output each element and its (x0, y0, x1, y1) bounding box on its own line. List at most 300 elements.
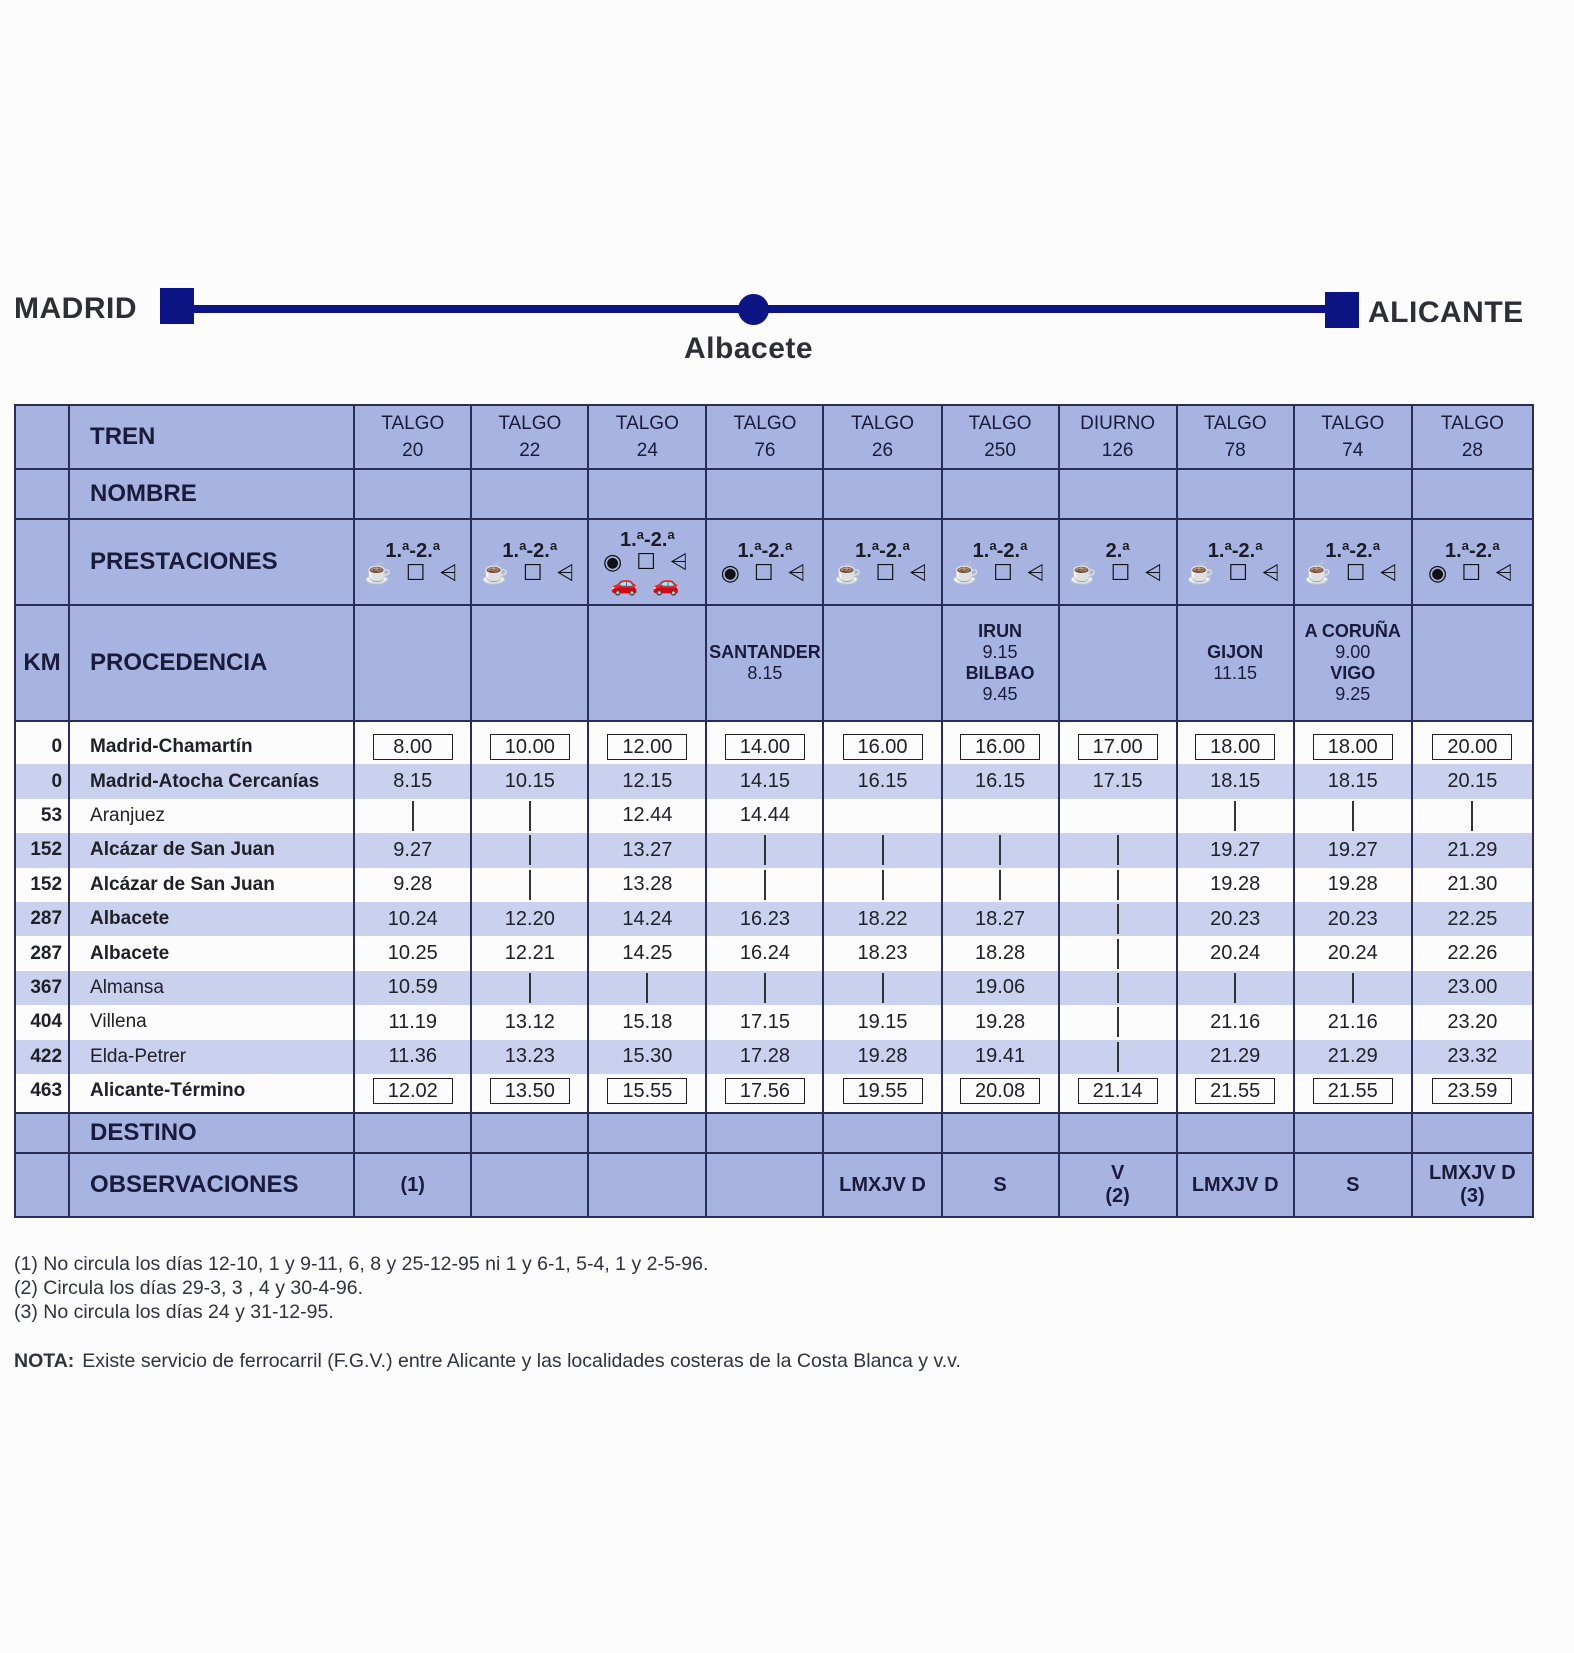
origin-cell (1177, 605, 1294, 721)
time-cell (1059, 1074, 1177, 1113)
destination-city: ALICANTE (1368, 296, 1524, 329)
pass-through-mark (1117, 939, 1119, 969)
km-value: 404 (15, 1005, 69, 1039)
service-icons: ☕ ☐ ⩤ (481, 560, 579, 585)
origin-terminal-marker (160, 288, 194, 324)
time-cell (823, 799, 941, 833)
origin-cell (471, 605, 588, 721)
time-cell (471, 971, 588, 1005)
class-label: 1.ª-2.ª (737, 540, 793, 562)
time-cell (1294, 799, 1412, 833)
boxed-time: 13.50 (490, 1078, 570, 1104)
time-cell: 19.27 (1177, 833, 1294, 867)
origin-city: A CORUÑA (1304, 621, 1401, 641)
train-name-cell (1177, 469, 1294, 519)
train-name-cell (942, 469, 1059, 519)
time-cell: 19.28 (942, 1005, 1059, 1039)
time-cell: 18.15 (1294, 764, 1412, 798)
time-cell (823, 868, 941, 902)
boxed-time: 17.00 (1078, 734, 1158, 760)
row-nombre-label: NOMBRE (69, 469, 354, 519)
origin-cell (942, 605, 1059, 721)
station-name: Albacete (69, 936, 354, 970)
class-label: 2.ª (1105, 540, 1130, 562)
time-cell (1059, 1040, 1177, 1074)
time-cell: 16.24 (706, 936, 823, 970)
nota-label: NOTA: (14, 1350, 75, 1372)
station-row (15, 833, 1533, 867)
row-prestaciones-label: PRESTACIONES (69, 519, 354, 605)
train-type: TALGO (498, 413, 562, 434)
time-cell: 21.29 (1412, 833, 1533, 867)
boxed-time: 19.55 (843, 1078, 923, 1104)
boxed-time: 17.56 (725, 1078, 805, 1104)
row-prestaciones (15, 519, 1533, 605)
train-number: 24 (636, 440, 658, 461)
train-number: 78 (1224, 440, 1246, 461)
row-procedencia (15, 605, 1533, 721)
time-cell (823, 971, 941, 1005)
service-icons: ☕ ☐ ⩤ (1186, 560, 1284, 585)
train-type: TALGO (733, 413, 797, 434)
station-row (15, 764, 1533, 798)
pass-through-mark (764, 870, 766, 900)
station-name: Alcázar de San Juan (69, 868, 354, 902)
time-cell: 22.26 (1412, 936, 1533, 970)
service-icons: ☕ ☐ ⩤ (1069, 560, 1167, 585)
time-cell (1059, 936, 1177, 970)
via-city: Albacete (684, 332, 814, 365)
row-tren-label: TREN (69, 405, 354, 469)
origin-time: 9.25 (1335, 684, 1371, 704)
time-cell: 10.15 (471, 764, 588, 798)
observations-cell (1294, 1153, 1412, 1217)
row-destino-label: DESTINO (69, 1113, 354, 1153)
row-tren (15, 405, 1533, 469)
train-78 (1177, 405, 1294, 469)
time-cell: 23.32 (1412, 1040, 1533, 1074)
pass-through-mark (1234, 801, 1236, 831)
time-cell: 17.15 (706, 1005, 823, 1039)
station-name: Villena (69, 1005, 354, 1039)
origin-time: 9.15 (982, 642, 1018, 662)
origin-city: MADRID (14, 292, 137, 325)
observation: V (1110, 1162, 1125, 1185)
destination-cell (354, 1113, 471, 1153)
footnote-2: (2) Circula los días 29-3, 3 , 4 y 30-4-96. (14, 1277, 363, 1299)
time-cell (471, 721, 588, 764)
time-cell (471, 1074, 588, 1113)
time-cell (1294, 1074, 1412, 1113)
km-header (15, 519, 69, 605)
time-cell: 19.28 (1294, 868, 1412, 902)
time-cell (588, 721, 706, 764)
time-cell: 19.15 (823, 1005, 941, 1039)
boxed-time: 16.00 (960, 734, 1040, 760)
time-cell: 18.23 (823, 936, 941, 970)
time-cell: 13.12 (471, 1005, 588, 1039)
time-cell (1059, 868, 1177, 902)
boxed-time: 18.00 (1195, 734, 1275, 760)
row-destino (15, 1113, 1533, 1153)
destination-cell (1177, 1113, 1294, 1153)
time-cell: 14.15 (706, 764, 823, 798)
time-cell: 10.59 (354, 971, 471, 1005)
time-cell (942, 833, 1059, 867)
pass-through-mark (529, 973, 531, 1003)
station-name: Albacete (69, 902, 354, 936)
station-row (15, 721, 1533, 764)
observation: S (993, 1173, 1007, 1196)
time-cell (1059, 1005, 1177, 1039)
time-cell: 12.20 (471, 902, 588, 936)
observations-cell (823, 1153, 941, 1217)
train-20 (354, 405, 471, 469)
boxed-time: 16.00 (843, 734, 923, 760)
destination-cell (1294, 1113, 1412, 1153)
time-cell (1177, 971, 1294, 1005)
time-cell: 21.29 (1294, 1040, 1412, 1074)
pass-through-mark (1352, 801, 1354, 831)
boxed-time: 15.55 (607, 1078, 687, 1104)
time-cell: 10.25 (354, 936, 471, 970)
time-cell: 11.19 (354, 1005, 471, 1039)
origin-city: BILBAO (965, 663, 1035, 683)
boxed-time: 20.08 (960, 1078, 1040, 1104)
time-cell (706, 833, 823, 867)
time-cell: 21.16 (1294, 1005, 1412, 1039)
train-number: 250 (984, 440, 1016, 461)
time-cell: 12.21 (471, 936, 588, 970)
pass-through-mark (529, 870, 531, 900)
time-cell: 9.27 (354, 833, 471, 867)
service-icons: ☕ ☐ ⩤ (951, 560, 1049, 585)
pass-through-mark (764, 835, 766, 865)
services-cell (1177, 519, 1294, 605)
station-row (15, 799, 1533, 833)
station-row (15, 868, 1533, 902)
service-icons: ◉ ☐ ⩤ (720, 560, 810, 585)
services-cell (706, 519, 823, 605)
class-label: 1.ª-2.ª (1325, 540, 1381, 562)
train-76 (706, 405, 823, 469)
km-header (15, 469, 69, 519)
time-cell (1177, 1074, 1294, 1113)
time-cell: 18.15 (1177, 764, 1294, 798)
origin-cell (1294, 605, 1412, 721)
observations-cell (471, 1153, 588, 1217)
time-cell (1059, 833, 1177, 867)
services-cell (1294, 519, 1412, 605)
station-name: Madrid-Chamartín (69, 721, 354, 764)
station-name: Alcázar de San Juan (69, 833, 354, 867)
origin-cell (1412, 605, 1533, 721)
time-cell: 15.30 (588, 1040, 706, 1074)
services-cell (1059, 519, 1177, 605)
time-cell: 8.15 (354, 764, 471, 798)
time-cell (1412, 1074, 1533, 1113)
time-cell (706, 868, 823, 902)
train-name-cell (588, 469, 706, 519)
train-number: 20 (402, 440, 424, 461)
time-cell (588, 971, 706, 1005)
observations-cell (1059, 1153, 1177, 1217)
pass-through-mark (1117, 1042, 1119, 1072)
observations-cell (588, 1153, 706, 1217)
class-label: 1.ª-2.ª (855, 540, 910, 562)
class-label: 1.ª-2.ª (619, 529, 675, 551)
time-cell: 19.28 (823, 1040, 941, 1074)
time-cell: 18.27 (942, 902, 1059, 936)
class-label: 1.ª-2.ª (1207, 540, 1263, 562)
origin-city: IRUN (978, 621, 1023, 641)
service-icons: ☕ ☐ ⩤ (834, 560, 931, 585)
time-cell: 16.15 (942, 764, 1059, 798)
train-number: 74 (1342, 440, 1364, 461)
observation: LMXJV D (1191, 1173, 1279, 1196)
pass-through-mark (412, 801, 414, 831)
train-number: 126 (1101, 440, 1134, 461)
origin-time: 8.15 (747, 663, 783, 683)
time-cell: 17.28 (706, 1040, 823, 1074)
observations-cell (1412, 1153, 1533, 1217)
train-name-cell (471, 469, 588, 519)
timetable (14, 404, 1534, 1218)
origin-time: 9.00 (1335, 642, 1371, 662)
time-cell (942, 868, 1059, 902)
km-header: KM (15, 605, 69, 721)
destination-cell (706, 1113, 823, 1153)
pass-through-mark (1117, 904, 1119, 934)
time-cell: 11.36 (354, 1040, 471, 1074)
km-value: 463 (15, 1074, 69, 1113)
pass-through-mark (882, 973, 884, 1003)
nota-text: Existe servicio de ferrocarril (F.G.V.) entre Alicante y las localidades costeras de la Costa Blanca y v.v. (82, 1350, 961, 1372)
train-type: TALGO (1203, 413, 1267, 434)
boxed-time: 14.00 (725, 734, 805, 760)
train-name-cell (1412, 469, 1533, 519)
time-cell (1412, 721, 1533, 764)
time-cell: 16.23 (706, 902, 823, 936)
time-cell: 19.41 (942, 1040, 1059, 1074)
km-value: 422 (15, 1040, 69, 1074)
footnote-1: (1) No circula los días 12-10, 1 y 9-11, 6, 8 y 25-12-95 ni 1 y 6-1, 5-4, 1 y 2-5-96. (14, 1253, 709, 1275)
station-name: Elda-Petrer (69, 1040, 354, 1074)
time-cell (706, 1074, 823, 1113)
time-cell: 21.16 (1177, 1005, 1294, 1039)
time-cell (823, 721, 941, 764)
train-number: 28 (1461, 440, 1483, 461)
time-cell (942, 799, 1059, 833)
pass-through-mark (1117, 973, 1119, 1003)
origin-city: SANTANDER (709, 642, 821, 662)
row-procedencia-label: PROCEDENCIA (69, 605, 354, 721)
services-cell (1412, 519, 1533, 605)
time-cell: 13.28 (588, 868, 706, 902)
time-cell (1177, 799, 1294, 833)
boxed-time: 18.00 (1313, 734, 1393, 760)
time-cell (1059, 902, 1177, 936)
time-cell (471, 799, 588, 833)
time-cell (471, 868, 588, 902)
time-cell: 20.24 (1294, 936, 1412, 970)
train-28 (1412, 405, 1533, 469)
time-cell (588, 1074, 706, 1113)
row-nombre (15, 469, 1533, 519)
footnote-3: (3) No circula los días 24 y 31-12-95. (14, 1301, 334, 1323)
time-cell (1059, 971, 1177, 1005)
station-row (15, 1040, 1533, 1074)
services-cell (823, 519, 941, 605)
destination-terminal-marker (1325, 292, 1359, 328)
origin-cell (588, 605, 706, 721)
train-number: 26 (871, 440, 894, 461)
route-diagram (0, 270, 1574, 370)
time-cell: 16.15 (823, 764, 941, 798)
boxed-time: 10.00 (490, 734, 570, 760)
pass-through-mark (529, 801, 531, 831)
pass-through-mark (882, 870, 884, 900)
station-row (15, 971, 1533, 1005)
pass-through-mark (764, 973, 766, 1003)
time-cell: 23.20 (1412, 1005, 1533, 1039)
station-row (15, 902, 1533, 936)
km-value: 367 (15, 971, 69, 1005)
km-value: 287 (15, 902, 69, 936)
observations-cell (706, 1153, 823, 1217)
station-name: Aranjuez (69, 799, 354, 833)
time-cell (354, 799, 471, 833)
observations-cell (354, 1153, 471, 1217)
time-cell (942, 1074, 1059, 1113)
boxed-time: 20.00 (1432, 734, 1512, 760)
origin-time: 11.15 (1213, 663, 1258, 683)
pass-through-mark (1117, 1007, 1119, 1037)
time-cell (471, 833, 588, 867)
time-cell (354, 1074, 471, 1113)
time-cell (706, 721, 823, 764)
km-value: 152 (15, 868, 69, 902)
observation: (2) (1105, 1185, 1130, 1208)
train-type: TALGO (1321, 413, 1385, 434)
row-observaciones (15, 1153, 1533, 1217)
time-cell: 21.30 (1412, 868, 1533, 902)
train-type: DIURNO (1080, 413, 1156, 434)
train-number: 76 (754, 440, 776, 461)
pass-through-mark (999, 835, 1001, 865)
class-label: 1.ª-2.ª (972, 540, 1028, 562)
time-cell: 18.28 (942, 936, 1059, 970)
time-cell: 12.15 (588, 764, 706, 798)
destination-cell (823, 1113, 941, 1153)
train-24 (588, 405, 706, 469)
time-cell: 14.44 (706, 799, 823, 833)
time-cell (942, 721, 1059, 764)
train-74 (1294, 405, 1412, 469)
destination-cell (1059, 1113, 1177, 1153)
km-value: 0 (15, 721, 69, 764)
class-label: 1.ª-2.ª (502, 540, 558, 562)
time-cell: 13.27 (588, 833, 706, 867)
pass-through-mark (1117, 870, 1119, 900)
time-cell (706, 971, 823, 1005)
service-icons: ◉ ☐ ⩤ (1428, 560, 1517, 585)
services-cell (354, 519, 471, 605)
station-row (15, 1005, 1533, 1039)
km-value: 287 (15, 936, 69, 970)
time-cell: 14.25 (588, 936, 706, 970)
observation: LMXJV D (1429, 1162, 1516, 1185)
destination-cell (588, 1113, 706, 1153)
km-value: 152 (15, 833, 69, 867)
time-cell: 22.25 (1412, 902, 1533, 936)
boxed-time: 12.02 (373, 1078, 453, 1104)
train-type: TALGO (381, 413, 445, 434)
time-cell: 15.18 (588, 1005, 706, 1039)
time-cell: 19.06 (942, 971, 1059, 1005)
time-cell (823, 833, 941, 867)
time-cell: 12.44 (588, 799, 706, 833)
class-label: 1.ª-2.ª (385, 540, 441, 562)
train-name-cell (823, 469, 941, 519)
destination-cell (1412, 1113, 1533, 1153)
time-cell: 20.23 (1177, 902, 1294, 936)
pass-through-mark (999, 870, 1001, 900)
observation: LMXJV D (839, 1173, 926, 1196)
boxed-time: 8.00 (373, 734, 453, 760)
nota (14, 1350, 961, 1373)
origin-city: VIGO (1330, 663, 1376, 683)
station-row (15, 1074, 1533, 1113)
km-value: 53 (15, 799, 69, 833)
km-header (15, 405, 69, 469)
train-type: TALGO (851, 413, 914, 434)
time-cell: 10.24 (354, 902, 471, 936)
train-name-cell (1294, 469, 1412, 519)
time-cell (1294, 721, 1412, 764)
km-header (15, 1113, 69, 1153)
time-cell: 19.27 (1294, 833, 1412, 867)
time-cell: 17.15 (1059, 764, 1177, 798)
time-cell: 18.22 (823, 902, 941, 936)
train-22 (471, 405, 588, 469)
services-cell (588, 519, 706, 605)
destination-cell (942, 1113, 1059, 1153)
time-cell: 19.28 (1177, 868, 1294, 902)
origin-time: 9.45 (982, 684, 1018, 704)
time-cell (1059, 799, 1177, 833)
boxed-time: 21.14 (1078, 1078, 1158, 1104)
train-name-cell (706, 469, 823, 519)
time-cell (823, 1074, 941, 1113)
time-cell: 14.24 (588, 902, 706, 936)
origin-city: GIJON (1207, 642, 1264, 662)
train-26 (823, 405, 941, 469)
pass-through-mark (1117, 835, 1119, 865)
service-icons: ☕ ☐ ⩤ (1304, 560, 1402, 585)
via-station-marker (738, 294, 769, 325)
time-cell: 13.23 (471, 1040, 588, 1074)
km-header (15, 1153, 69, 1217)
observations-cell (1177, 1153, 1294, 1217)
observation: (1) (400, 1173, 425, 1196)
services-cell (471, 519, 588, 605)
station-row (15, 936, 1533, 970)
pass-through-mark (646, 973, 648, 1003)
class-label: 1.ª-2.ª (1444, 540, 1500, 562)
station-name: Alicante-Término (69, 1074, 354, 1113)
train-type: TALGO (615, 413, 679, 434)
